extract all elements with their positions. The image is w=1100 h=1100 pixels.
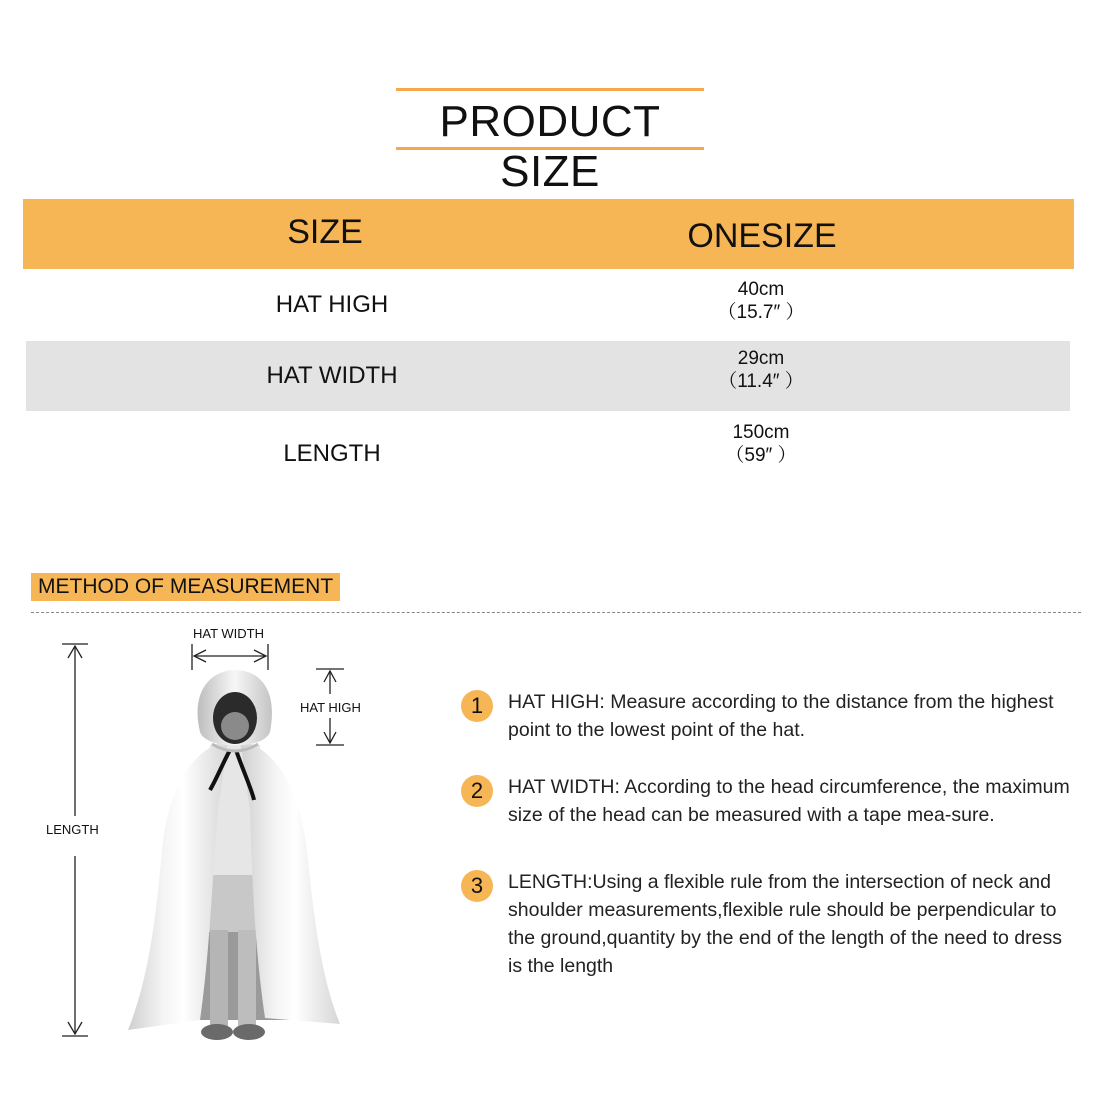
cloak-figure [128,670,340,1040]
step-number-badge: 1 [461,690,493,722]
header-onesize: ONESIZE [687,217,837,255]
value-inch: （11.4″ ） [718,371,804,392]
measurement-diagram [40,620,400,1090]
page-title: PRODUCT SIZE [439,97,661,196]
hat-high-label: HAT HIGH [300,700,361,715]
row-value [691,347,831,393]
step-number-badge: 2 [461,775,493,807]
value-cm: 40cm [737,279,785,300]
table-row [26,269,1070,339]
value-cm: 29cm [737,348,785,369]
length-arrow [62,644,88,1036]
row-value [691,421,831,467]
section-label: METHOD OF MEASUREMENT [31,573,340,601]
row-value [691,278,831,324]
row-label: LENGTH [283,440,381,467]
hat-width-arrow [192,644,268,670]
cloak-illustration [40,620,400,1090]
step-text: LENGTH:Using a flexible rule from the intersection of neck and shoulder measurements,flexible rule should be perpendicular to the ground,quantity by the end of the length of the need to dress is the length [508,871,1062,977]
step-text: HAT HIGH: Measure according to the distance from the highest point to the lowest point of the hat. [508,691,1054,741]
value-cm: 150cm [732,422,790,443]
table-row [26,413,1070,483]
length-label: LENGTH [46,822,99,837]
table-header [23,199,1074,269]
table-row [26,341,1070,411]
hat-width-label: HAT WIDTH [193,626,265,641]
row-label: HAT HIGH [275,291,389,318]
step-text: HAT WIDTH: According to the head circumference, the maximum size of the head can be measured with a tape mea-sure. [508,776,1070,826]
value-inch: （15.7″ ） [717,302,805,323]
header-size: SIZE [287,213,363,251]
dashed-divider [31,612,1081,613]
row-label: HAT WIDTH [266,362,398,389]
value-inch: （59″ ） [725,445,797,466]
step-number-badge: 3 [461,870,493,902]
title-box [396,88,704,196]
